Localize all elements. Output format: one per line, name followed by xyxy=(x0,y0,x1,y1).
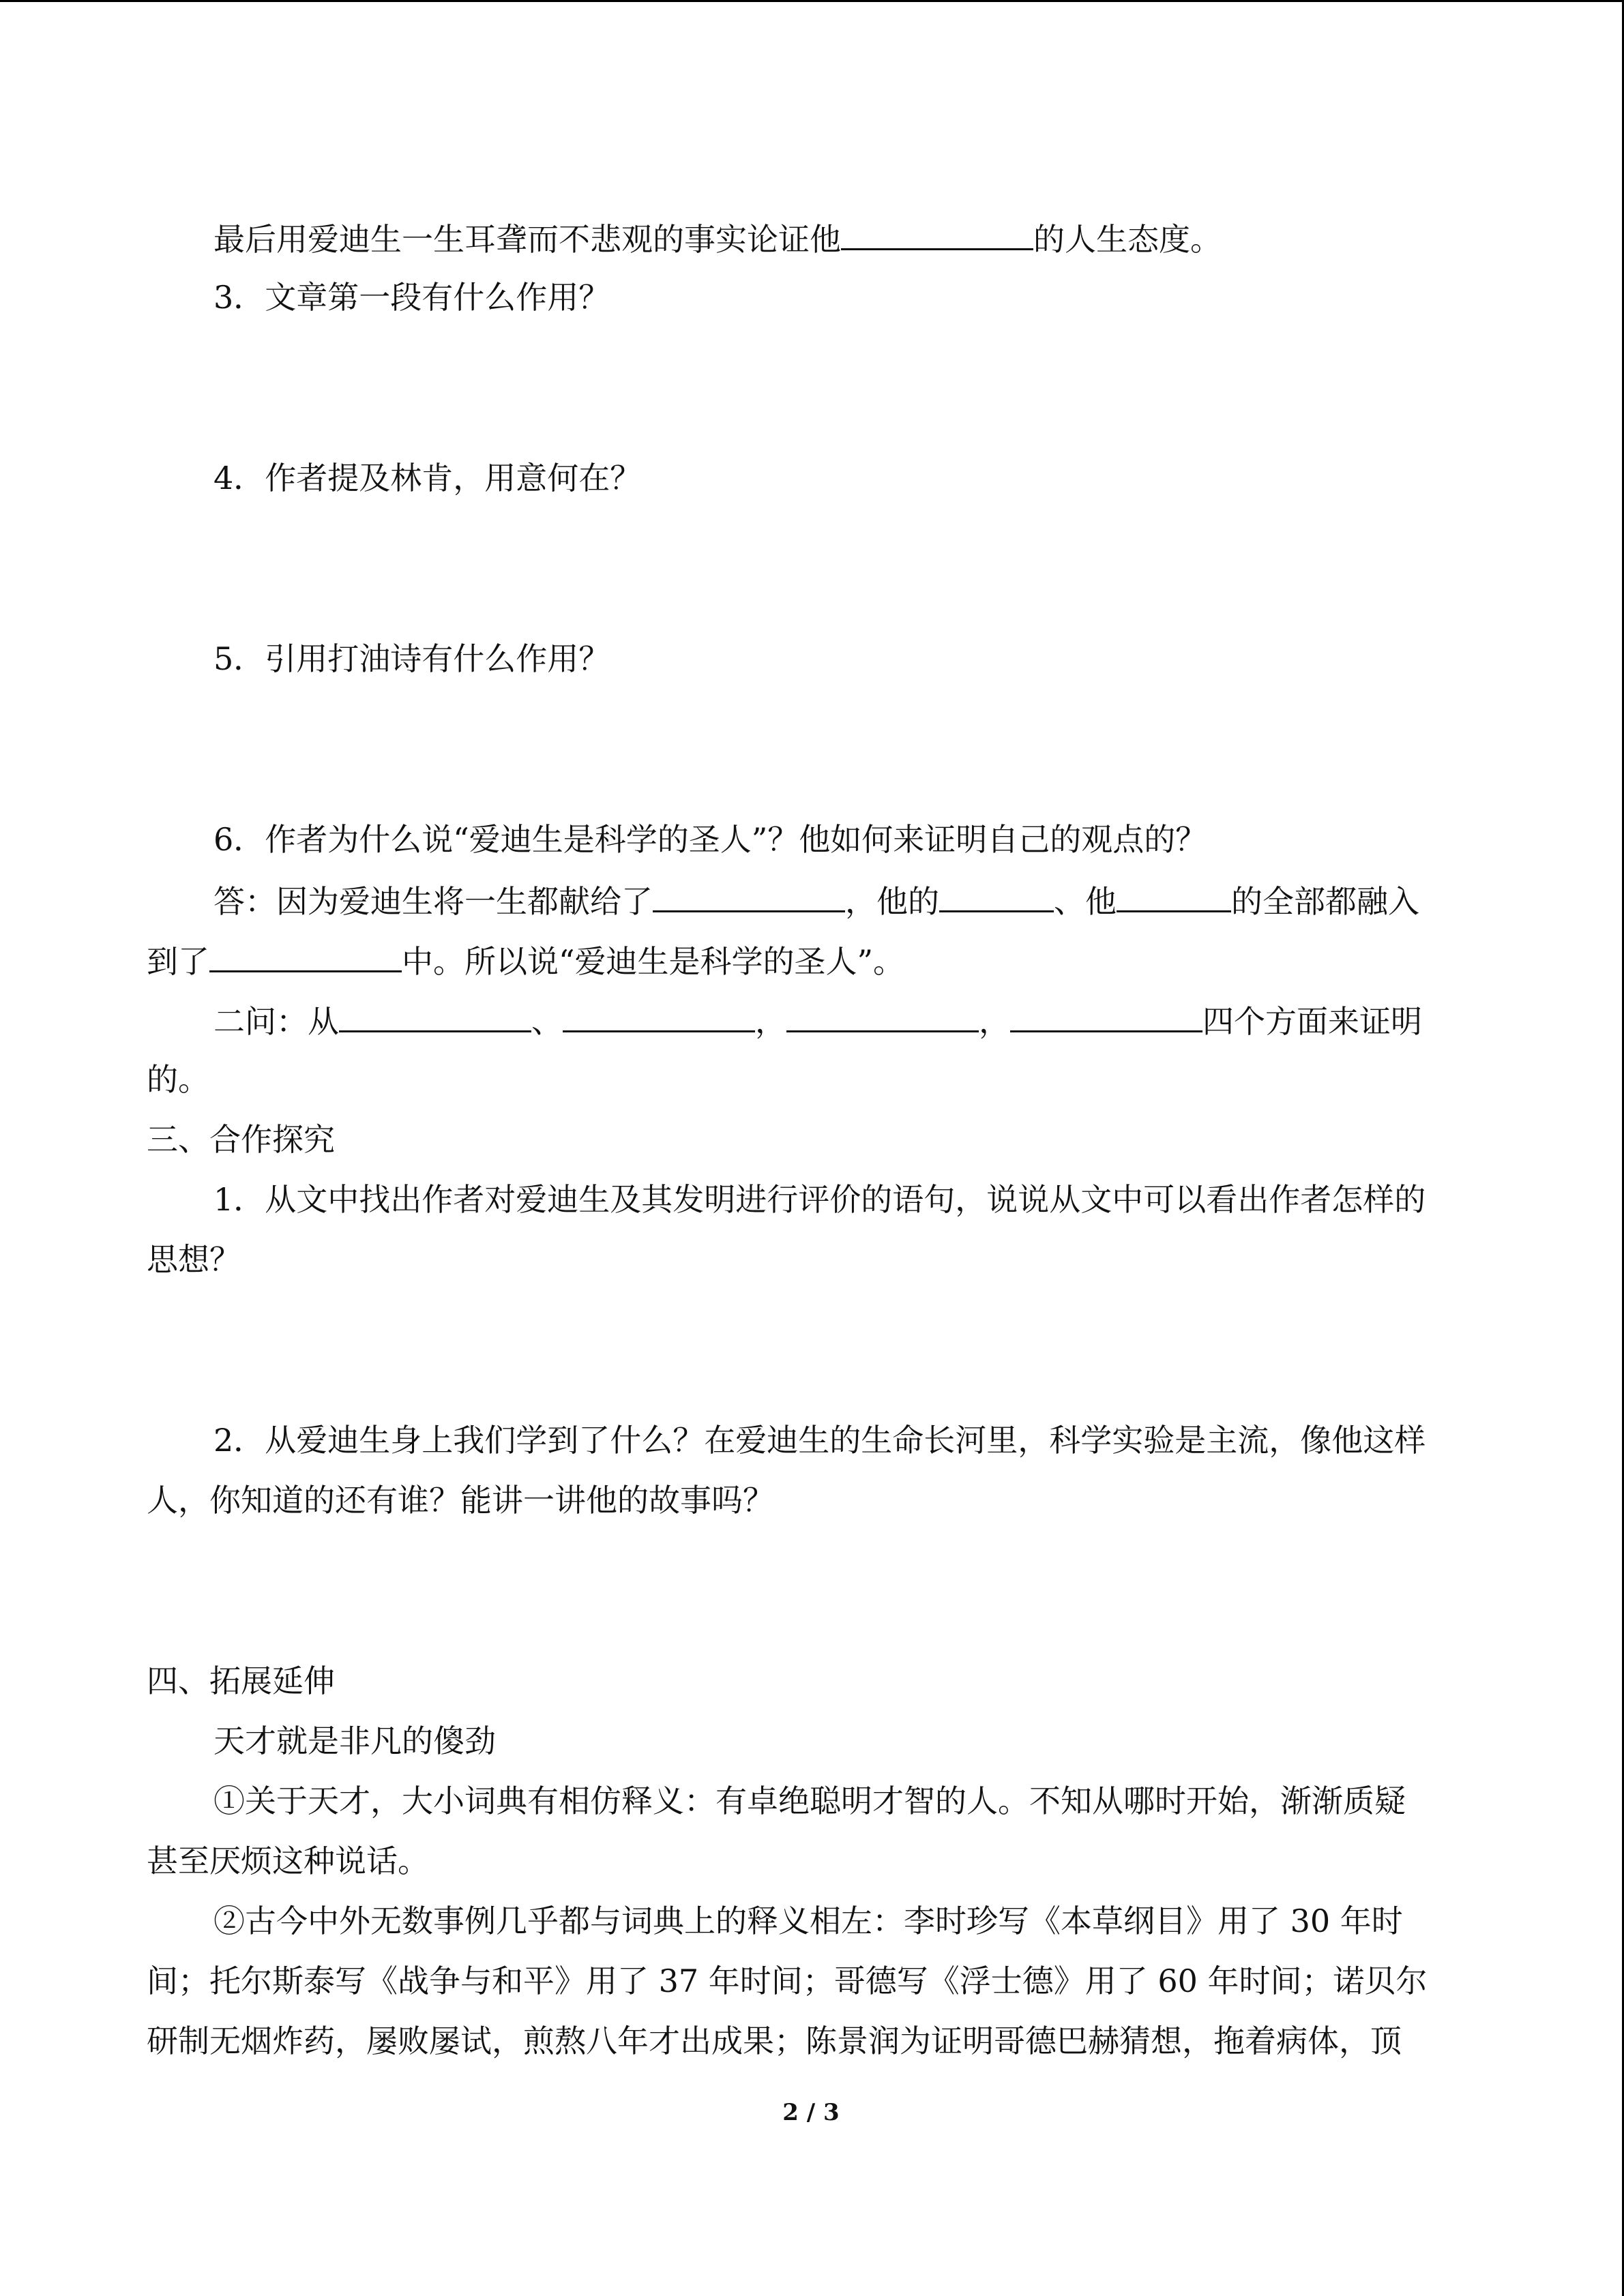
question-5: 5．引用打油诗有什么作用？ xyxy=(213,640,610,677)
paragraph-line: ②古今中外无数事例几乎都与词典上的释义相左：李时珍写《本草纲目》用了 30 年时 xyxy=(213,1903,1403,1939)
answer-blank[interactable] xyxy=(841,217,1033,250)
paragraph-line: 间；托尔斯泰写《战争与和平》用了 37 年时间；哥德写《浮士德》用了 60 年时间；诺贝尔 xyxy=(147,1963,1428,1999)
question-6: 6．作者为什么说“爱迪生是科学的圣人”？他如何来证明自己的观点的？ xyxy=(213,821,1207,858)
paragraph-line: 研制无烟炸药，屡败屡试，煎熬八年才出成果；陈景润为证明哥德巴赫猜想，拖着病体，顶 xyxy=(147,2023,1402,2059)
answer-blank[interactable] xyxy=(653,879,845,912)
answer-line: 到了 中。所以说“爱迪生是科学的圣人”。 xyxy=(147,939,1475,982)
question-text: 人，你知道的还有谁？能讲一讲他的故事吗？ xyxy=(147,1482,774,1519)
question-3: 3．文章第一段有什么作用？ xyxy=(213,279,610,316)
answer-blank[interactable] xyxy=(563,999,755,1032)
question-text: 思想？ xyxy=(147,1241,241,1278)
answer-line: 答：因为爱迪生将一生都献给了 ，他的 、他 的全部都融入 xyxy=(213,879,1475,922)
answer-blank[interactable] xyxy=(786,999,979,1032)
answer-line: 二问：从 、 ， ， 四个方面来证明 xyxy=(213,999,1475,1042)
question-4: 4．作者提及林肯，用意何在？ xyxy=(213,460,642,496)
page-number: 2 / 3 xyxy=(782,2099,840,2126)
answer-blank[interactable] xyxy=(1010,999,1202,1032)
text-line: 最后用爱迪生一生耳聋而不悲观的事实论证他 的人生态度。 xyxy=(213,217,1475,260)
paragraph-line: 甚至厌烦这种说话。 xyxy=(147,1843,429,1879)
answer-blank[interactable] xyxy=(1117,879,1231,912)
answer-blank[interactable] xyxy=(939,879,1054,912)
section-heading: 四、拓展延伸 xyxy=(147,1663,335,1699)
question-text: 2．从爱迪生身上我们学到了什么？在爱迪生的生命长河里，科学实验是主流，像他这样 xyxy=(213,1422,1426,1459)
essay-title: 天才就是非凡的傻劲 xyxy=(213,1723,496,1759)
text-line: 的。 xyxy=(147,1061,209,1098)
answer-blank[interactable] xyxy=(209,939,402,972)
paragraph-line: ①关于天才，大小词典有相仿释义：有卓绝聪明才智的人。不知从哪时开始，渐渐质疑 xyxy=(213,1783,1406,1819)
section-heading: 三、合作探究 xyxy=(147,1121,335,1158)
answer-blank[interactable] xyxy=(339,999,531,1032)
question-text: 1．从文中找出作者对爱迪生及其发明进行评价的语句，说说从文中可以看出作者怎样的 xyxy=(213,1181,1426,1218)
